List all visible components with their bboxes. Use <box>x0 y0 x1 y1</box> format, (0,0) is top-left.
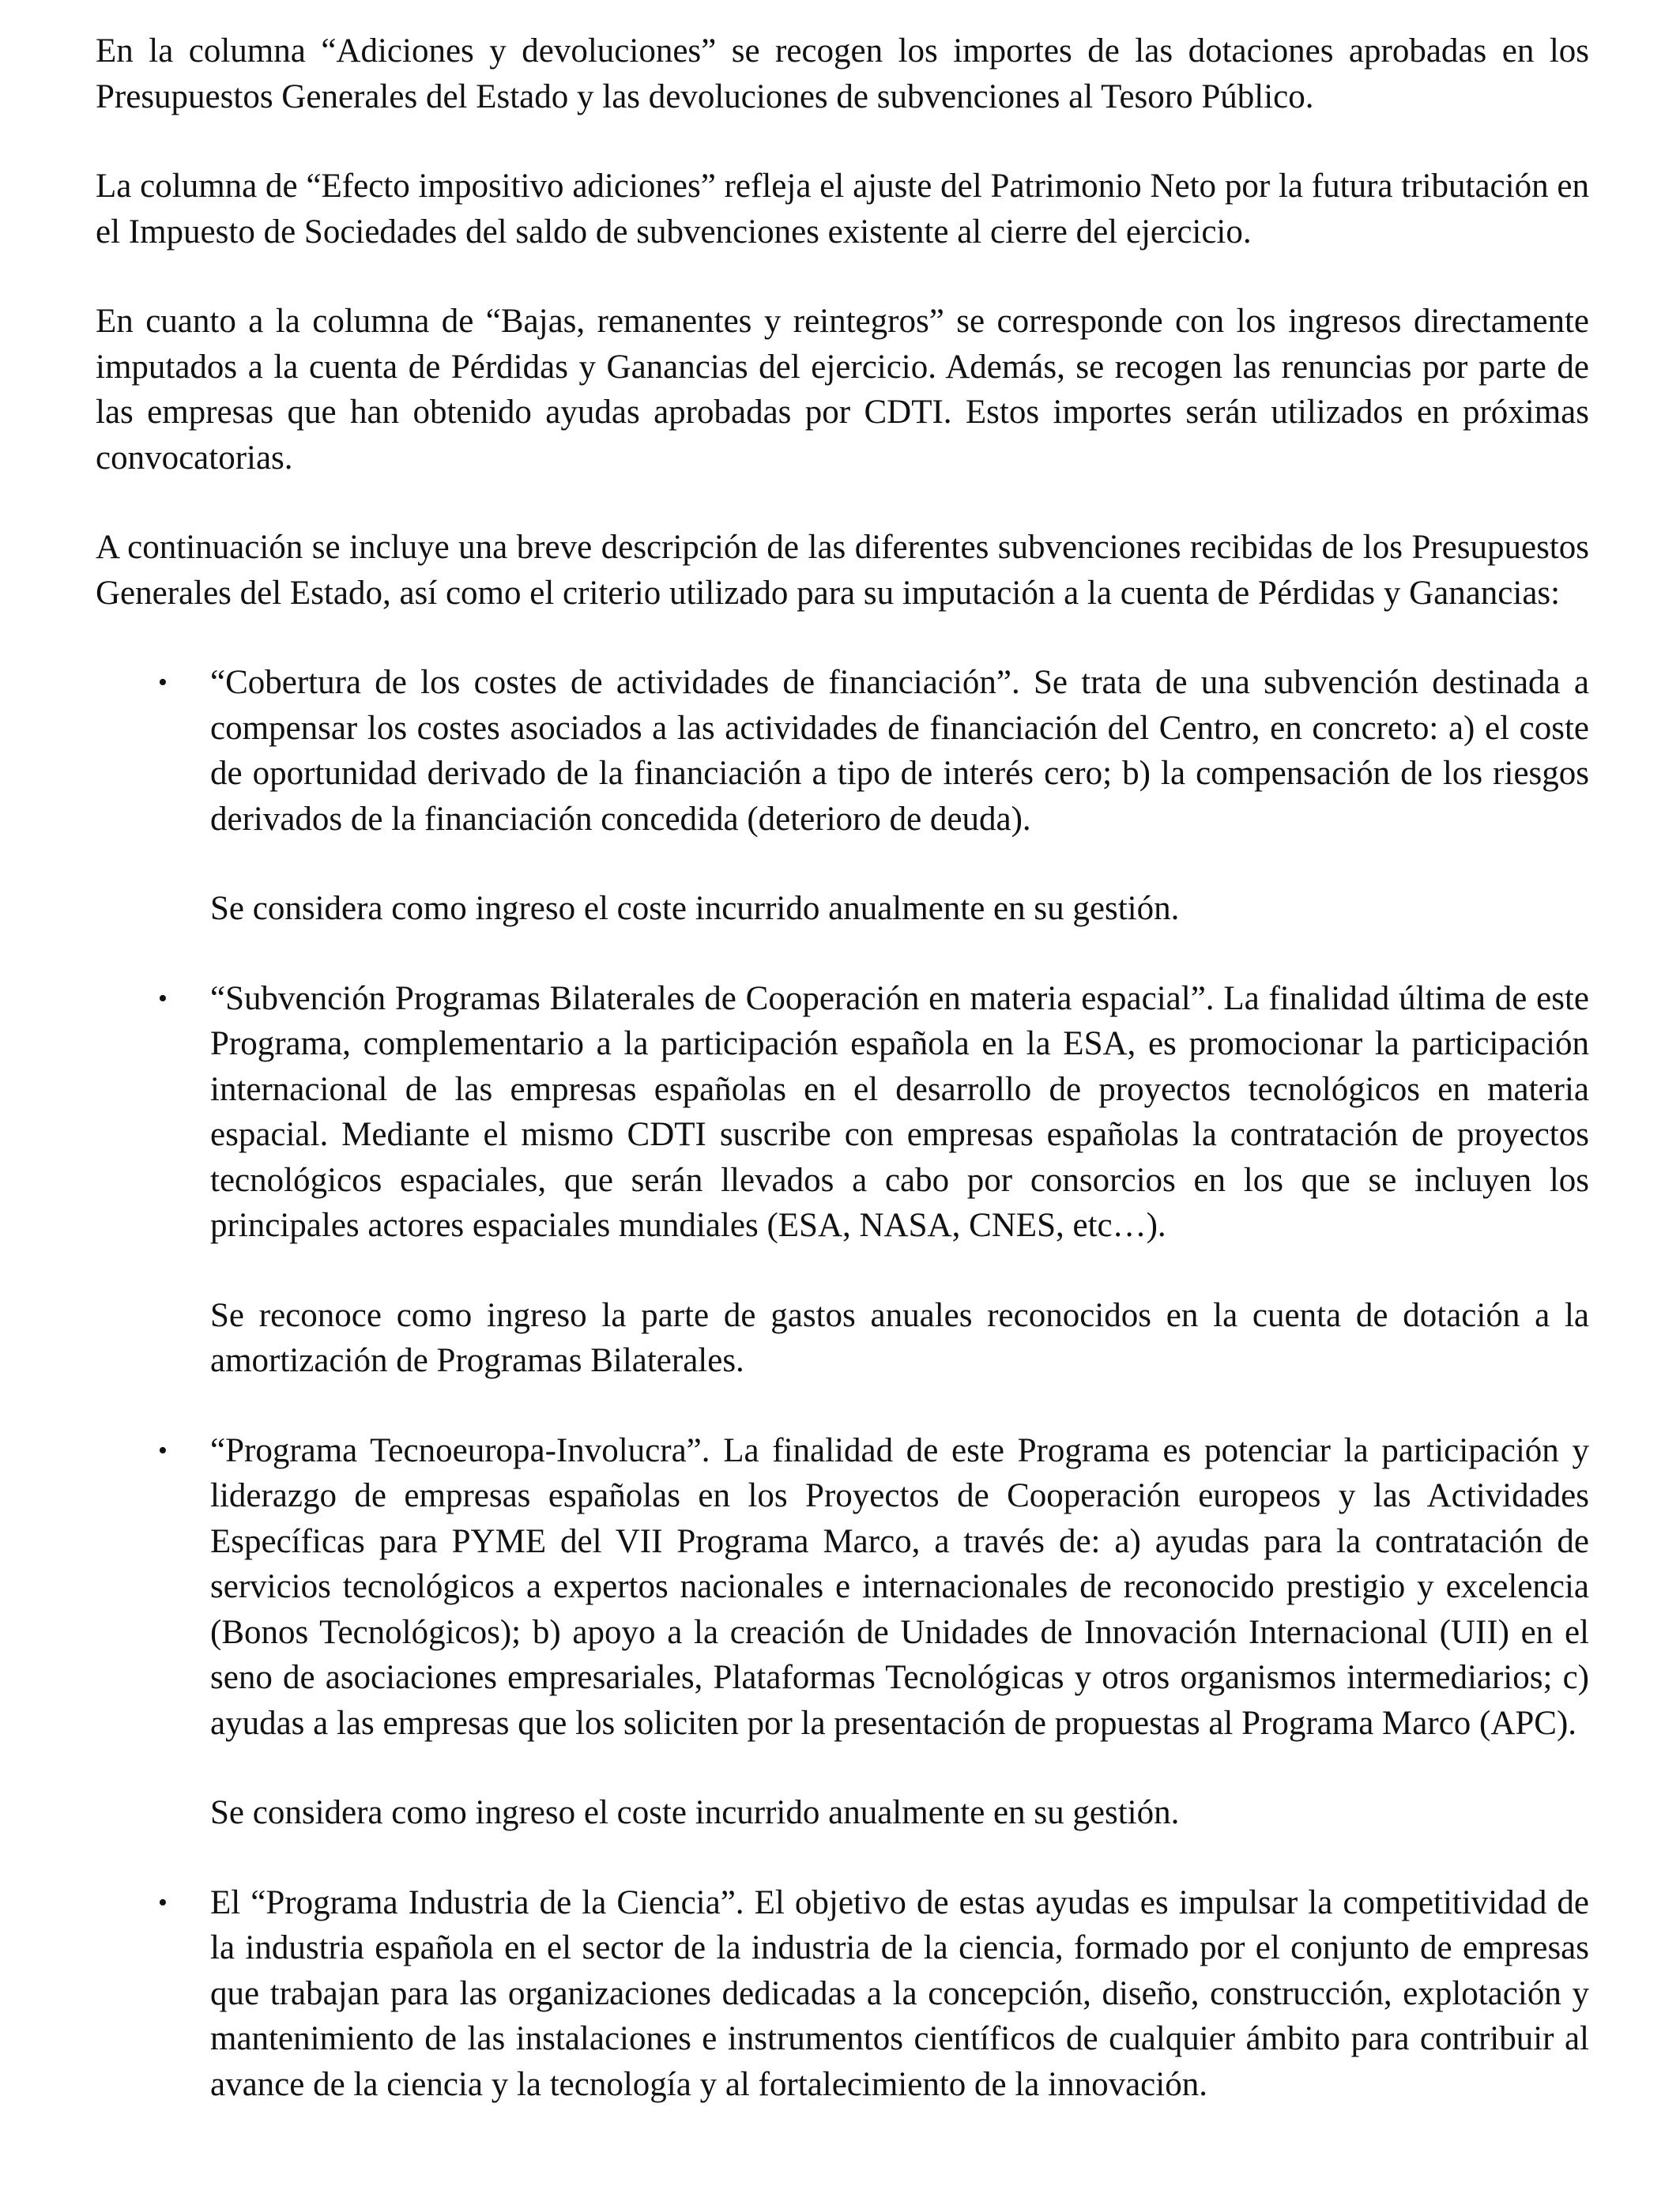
bullet-note: Se considera como ingreso el coste incurrido anualmente en su gestión. <box>210 1794 1180 1831</box>
bullet-text: “Subvención Programas Bilaterales de Cooperación en materia espacial”. La finalidad última de este Programa, complementario a la participación española en la ESA, es promocionar la participación internacional de las empresas españolas en el desarrollo de proyectos tecnológicos en materia espacial. Mediante el mismo CDTI suscribe con empresas españolas la contratación de proyectos tecnológicos espaciales, que serán llevados a cabo por consorcios en los que se incluyen los principales actores espaciales mundiales (ESA, NASA, CNES, etc…). <box>210 979 1589 1244</box>
bullet-note: Se considera como ingreso el coste incurrido anualmente en su gestión. <box>210 890 1180 927</box>
bullet-text: “Programa Tecnoeuropa-Involucra”. La finalidad de este Programa es potenciar la participación y liderazgo de empresas españolas en los Proyectos de Cooperación europeos y las Actividades Específicas para PYME del VII Programa Marco, a través de: a) ayudas para la contratación de servicios tecnológicos a expertos nacionales e internacionales de reconocido prestigio y excelencia (Bonos Tecnológicos); b) apoyo a la creación de Unidades de Innovación Internacional (UII) en el seno de asociaciones empresariales, Plataformas Tecnológicas y otros organismos intermediarios; c) ayudas a las empresas que los soliciten por la presentación de propuestas al Programa Marco (APC). <box>210 1431 1589 1742</box>
paragraph-bajas-remanentes: En cuanto a la columna de “Bajas, remanentes y reintegros” se corresponde con los ingresos directamente imputados a la cuenta de Pérdidas y Ganancias del ejercicio. Además, se recogen las renuncias por parte de las empresas que han obtenido ayudas aprobadas por CDTI. Estos importes serán utilizados en próximas convocatorias. <box>96 303 1589 477</box>
bullet-icon: • <box>158 1435 168 1465</box>
bullet-icon: • <box>158 983 168 1013</box>
list-item-cobertura-costes <box>96 660 1589 932</box>
bullet-text: El “Programa Industria de la Ciencia”. El objetivo de estas ayudas es impulsar la competitividad de la industria española en el sector de la industria de la ciencia, formado por el conjunto de empresas que trabajan para las organizaciones dedicadas a la concepción, diseño, construcción, explotación y mantenimiento de las instalaciones e instrumentos científicos de cualquier ámbito para contribuir al avance de la ciencia y la tecnología y al fortalecimiento de la innovación. <box>210 1883 1589 2103</box>
list-item-industria-ciencia <box>96 1880 1589 2108</box>
paragraph-efecto-impositivo: La columna de “Efecto impositivo adiciones” refleja el ajuste del Patrimonio Neto por la futura tributación en el Impuesto de Sociedades del saldo de subvenciones existente al cierre del ejercicio. <box>96 168 1589 251</box>
list-item-programas-bilaterales <box>96 976 1589 1384</box>
document-page <box>96 28 1589 2151</box>
bullet-note: Se reconoce como ingreso la parte de gastos anuales reconocidos en la cuenta de dotación a la amortización de Programas Bilaterales. <box>210 1296 1589 1379</box>
paragraph-adiciones: En la columna “Adiciones y devoluciones” se recogen los importes de las dotaciones aprobadas en los Presupuestos Generales del Estado y las devoluciones de subvenciones al Tesoro Público. <box>96 32 1589 115</box>
subvenciones-list <box>96 660 1589 2107</box>
list-item-tecnoeuropa-involucra <box>96 1428 1589 1836</box>
bullet-icon: • <box>158 1887 168 1917</box>
bullet-icon: • <box>158 668 168 697</box>
bullet-text: “Cobertura de los costes de actividades de financiación”. Se trata de una subvención destinada a compensar los costes asociados a las actividades de financiación del Centro, en concreto: a) el coste de oportunidad derivado de la financiación a tipo de interés cero; b) la compensación de los riesgos derivados de la financiación concedida (deterioro de deuda). <box>210 664 1589 838</box>
paragraph-introduccion-subvenciones: A continuación se incluye una breve descripción de las diferentes subvenciones recibidas de los Presupuestos Generales del Estado, así como el criterio utilizado para su imputación a la cuenta de Pérdidas y Ganancias: <box>96 529 1589 612</box>
